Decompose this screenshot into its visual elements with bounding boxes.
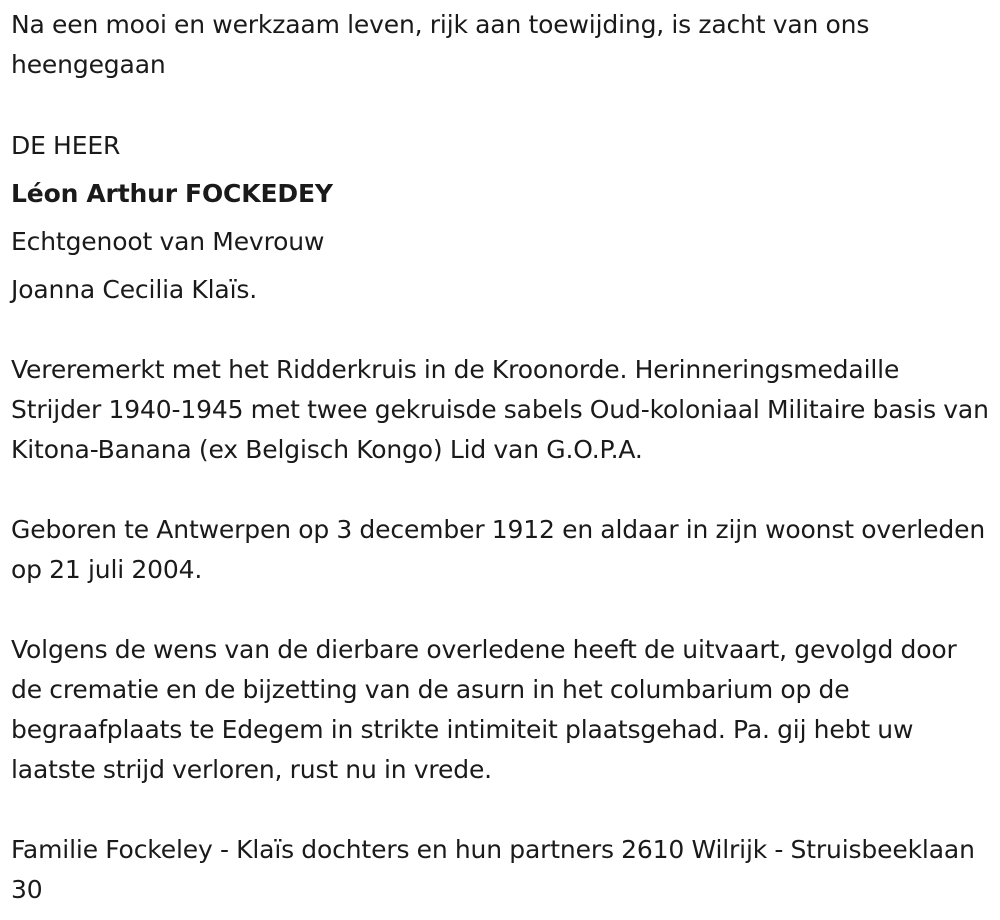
intro-text: Na een mooi en werkzaam leven, rijk aan toewijding, is zacht van ons heengegaan (11, 10, 870, 79)
spouse-line-2: Joanna Cecilia Klaïs. (11, 275, 258, 304)
funeral-paragraph: Volgens de wens van de dierbare overledene heeft de uitvaart, gevolgd door de crematie en de bijzetting van de asurn in het columbarium op de begraafplaats te Edegem in strikte intimiteit plaatsgehad. Pa. gij hebt uw laatste strijd verloren, rust nu in vrede. (11, 635, 957, 784)
honorific: DE HEER (11, 131, 121, 160)
deceased-name: Léon Arthur FOCKEDEY (11, 179, 333, 208)
birth-death-paragraph: Geboren te Antwerpen op 3 december 1912 en aldaar in zijn woonst overleden op 21 juli 2004. (11, 515, 986, 584)
honors-paragraph: Vereremerkt met het Ridderkruis in de Kroonorde. Herinneringsmedaille Strijder 1940-1945 met twee gekruisde sabels Oud-koloniaal Militaire basis van Kitona-Banana (ex Belgisch Kongo) Lid van G.O.P.A. (11, 355, 989, 464)
spouse-line-1: Echtgenoot van Mevrouw (11, 227, 325, 256)
family-signature: Familie Fockeley - Klaïs dochters en hun partners 2610 Wilrijk - Struisbeeklaan 30 (11, 835, 975, 904)
